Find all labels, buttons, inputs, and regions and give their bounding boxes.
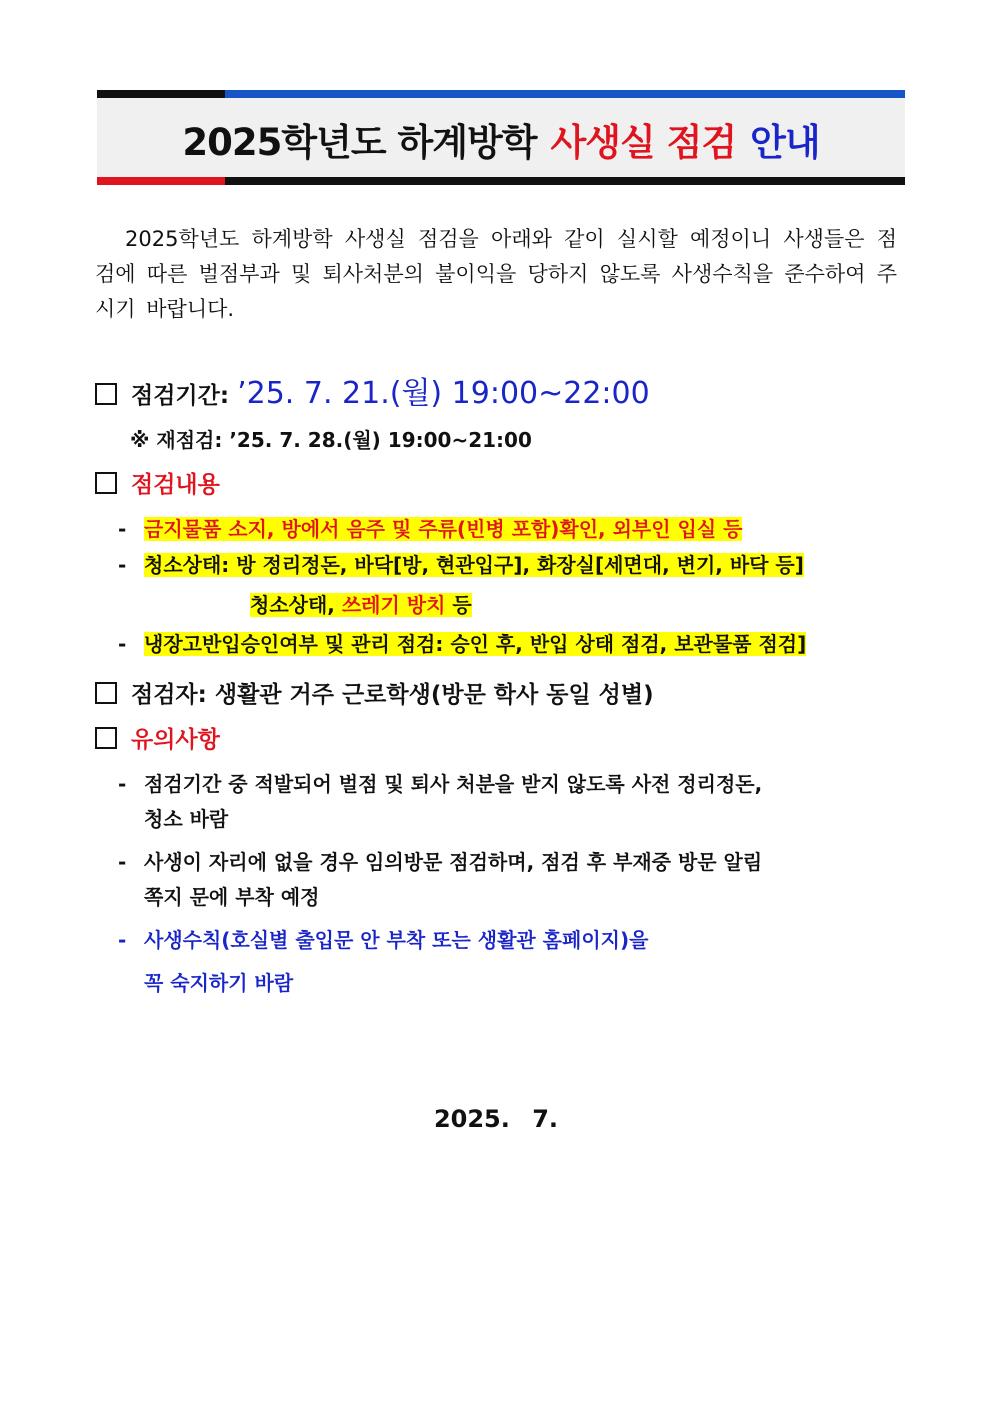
notes-item-1-cont: 청소 바람 <box>144 807 229 831</box>
contents-item-3 <box>118 628 806 657</box>
notes-item-3-cont: 꼭 숙지하기 바람 <box>144 971 294 995</box>
section-notes <box>95 721 220 754</box>
title-part3: 안내 <box>750 120 820 164</box>
dash-bullet: - <box>118 772 127 796</box>
notes-item-3-text: 사생수칙(호실별 출입문 안 부착 또는 생활관 홈페이지)을 <box>144 928 649 952</box>
title-part1: 2025학년도 하계방학 <box>182 120 537 164</box>
contents-item-1 <box>118 513 742 542</box>
dash-bullet: - <box>118 517 127 541</box>
dash-bullet: - <box>118 632 127 656</box>
intro-paragraph <box>95 222 897 327</box>
contents-item-2-cont <box>250 589 472 618</box>
contents-item-2b-a: 청소상태, <box>250 593 335 617</box>
title-top-bar-blue <box>225 90 905 98</box>
checkbox-square-icon <box>95 472 117 494</box>
notes-label: 유의사항 <box>131 727 220 753</box>
contents-item-2 <box>118 549 804 578</box>
contents-label: 점검내용 <box>131 472 220 498</box>
notes-item-1 <box>118 768 762 797</box>
section-inspector <box>95 676 654 709</box>
contents-item-1-text: 금지물품 소지, 방에서 음주 및 주류(빈병 포함)확인, 외부인 입실 등 <box>144 517 743 541</box>
contents-item-2b-b: 쓰레기 방치 <box>341 593 446 617</box>
title-bottom-bar-black <box>225 177 905 185</box>
period-value: ’25. 7. 21.(월) 19:00~22:00 <box>237 376 650 411</box>
dash-bullet: - <box>118 553 127 577</box>
title-bottom-bar-red <box>97 177 225 185</box>
document-date: 2025. 7. <box>433 1105 559 1133</box>
contents-item-3-text: 냉장고반입승인여부 및 관리 점검: 승인 후, 반입 상태 점검, 보관물품 점검] <box>144 632 807 656</box>
notes-item-3 <box>118 924 648 953</box>
inspector-text: 점검자: 생활관 거주 근로학생(방문 학사 동일 성별) <box>131 682 654 708</box>
contents-item-2-text: 청소상태: 방 정리정돈, 바닥[방, 현관입구], 화장실[세면대, 변기, 바닥 등] <box>144 553 804 577</box>
title-top-bar-black <box>97 90 225 98</box>
dash-bullet: - <box>118 928 127 952</box>
section-period <box>95 368 650 412</box>
section-contents <box>95 466 220 499</box>
notes-item-2-text: 사생이 자리에 없을 경우 임의방문 점검하며, 점검 후 부재중 방문 알림 <box>144 850 763 874</box>
checkbox-square-icon <box>95 682 117 704</box>
checkbox-square-icon <box>95 727 117 749</box>
intro-text: 2025학년도 하계방학 사생실 점검을 아래와 같이 실시할 예정이니 사생들은 점검에 따른 벌점부과 및 퇴사처분의 불이익을 당하지 않도록 사생수칙을 준수하여 주시기 바랍니다. <box>95 227 897 321</box>
dash-bullet: - <box>118 850 127 874</box>
contents-item-2b-c: 등 <box>452 593 472 617</box>
period-label: 점검기간: <box>131 383 230 409</box>
notes-item-2-cont: 쪽지 문에 부착 예정 <box>144 885 320 909</box>
notes-item-1-text: 점검기간 중 적발되어 벌점 및 퇴사 처분을 받지 않도록 사전 정리정돈, <box>144 772 763 796</box>
checkbox-square-icon <box>95 383 117 405</box>
title-part2: 사생실 점검 <box>550 120 737 164</box>
page-title <box>97 100 905 177</box>
notes-item-2 <box>118 846 762 875</box>
recheck-line: ※ 재점검: ’25. 7. 28.(월) 19:00~21:00 <box>130 428 532 452</box>
